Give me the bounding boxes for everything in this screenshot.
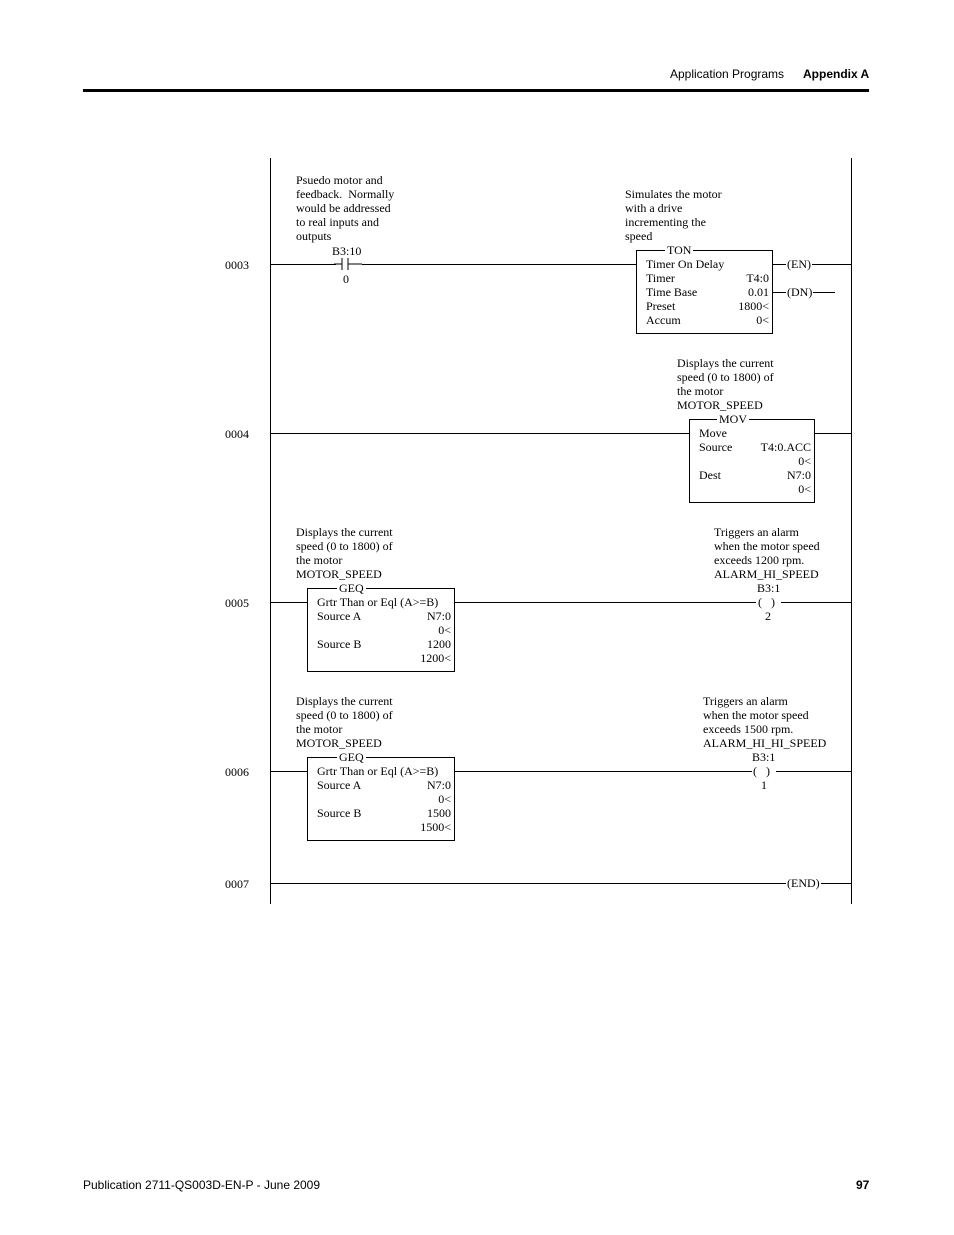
header-appendix-label: Appendix A — [803, 67, 870, 81]
coil-bit: 1 — [761, 778, 767, 792]
footer-publication: Publication 2711-QS003D-EN-P - June 2009 — [83, 1178, 321, 1192]
rung-comment: Displays the current speed (0 to 1800) of the motor MOTOR_SPEED — [677, 356, 774, 412]
rung-number: 0004 — [225, 427, 249, 441]
instruction-live-row: 0< — [438, 792, 451, 806]
header-rule — [83, 89, 869, 92]
rung-number: 0006 — [225, 765, 249, 779]
instruction-live-row: 0< — [798, 454, 811, 468]
header-section-title: Application Programs — [670, 67, 785, 81]
rung-number: 0005 — [225, 596, 249, 610]
page-number: 97 — [856, 1178, 870, 1192]
rung-comment: Displays the current speed (0 to 1800) of the motor MOTOR_SPEED — [296, 694, 393, 750]
mov-instruction-block — [689, 412, 815, 503]
coil-symbol: ( ) — [753, 764, 770, 778]
instruction-live-row: 0< — [798, 482, 811, 496]
left-power-rail — [270, 158, 271, 904]
contact-symbol — [334, 257, 362, 273]
rung-comment: Triggers an alarm when the motor speed exceeds 1200 rpm. ALARM_HI_SPEED — [714, 525, 820, 581]
instruction-param-row: Preset 1800< — [646, 299, 769, 313]
coil-symbol: ( ) — [758, 595, 775, 609]
contact-bit: 0 — [343, 272, 349, 286]
contact-address: B3:10 — [332, 244, 362, 258]
instruction-live-row: 1200< — [420, 651, 451, 665]
rung-number: 0003 — [225, 258, 249, 272]
ton-instruction-block — [636, 243, 773, 334]
rung-comment: Displays the current speed (0 to 1800) of the motor MOTOR_SPEED — [296, 525, 393, 581]
instruction-param-row: Source B 1200 — [317, 637, 451, 651]
rung-number: 0007 — [225, 877, 249, 891]
instruction-name-row: Timer On Delay — [646, 257, 725, 271]
instruction-mnemonic: GEQ — [339, 750, 364, 764]
coil-address: B3:1 — [757, 581, 781, 595]
instruction-param-row: Timer T4:0 — [646, 271, 769, 285]
instruction-param-row: Dest N7:0 — [699, 468, 811, 482]
end-of-program-marker: (END) — [787, 876, 820, 890]
geq-instruction-block — [307, 581, 455, 672]
en-output-coil: (EN) — [787, 257, 811, 271]
geq-instruction-block — [307, 750, 455, 841]
instruction-name-row: Grtr Than or Eql (A>=B) — [317, 595, 439, 609]
instruction-param-row: Source B 1500 — [317, 806, 451, 820]
coil-address: B3:1 — [752, 750, 776, 764]
instruction-live-row: 0< — [438, 623, 451, 637]
instruction-param-row: Time Base 0.01 — [646, 285, 769, 299]
instruction-mnemonic: GEQ — [339, 581, 364, 595]
instruction-live-row: 1500< — [420, 820, 451, 834]
right-power-rail — [851, 158, 852, 904]
instruction-name-row: Move — [699, 426, 727, 440]
instruction-name-row: Grtr Than or Eql (A>=B) — [317, 764, 439, 778]
rung-comment: Triggers an alarm when the motor speed exceeds 1500 rpm. ALARM_HI_HI_SPEED — [703, 694, 827, 750]
coil-bit: 2 — [765, 609, 771, 623]
instruction-mnemonic: MOV — [719, 412, 748, 426]
instruction-param-row: Source T4:0.ACC — [699, 440, 811, 454]
rung-comment: Psuedo motor and feedback. Normally would be addressed to real inputs and outputs — [296, 173, 395, 243]
instruction-mnemonic: TON — [667, 243, 692, 257]
rung-comment: Simulates the motor with a drive incrementing the speed — [625, 187, 722, 243]
instruction-param-row: Source A N7:0 — [317, 778, 451, 792]
instruction-param-row: Accum 0< — [646, 313, 769, 327]
dn-output-coil: (DN) — [787, 285, 813, 299]
instruction-param-row: Source A N7:0 — [317, 609, 451, 623]
